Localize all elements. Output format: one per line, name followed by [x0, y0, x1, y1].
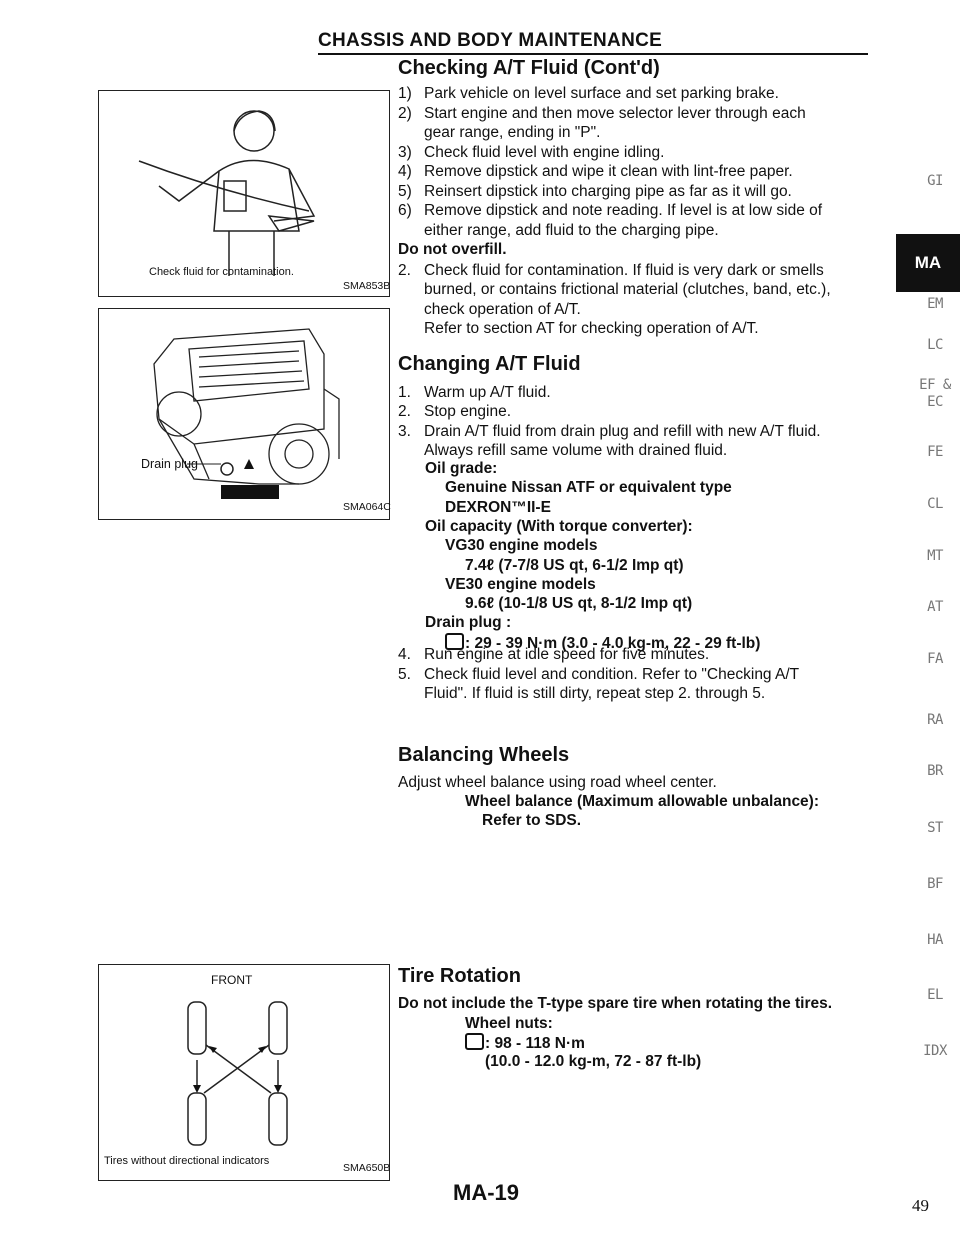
- balancing-spec-label: Wheel balance (Maximum allowable unbalance):: [465, 793, 820, 810]
- section-tab: MT: [927, 548, 943, 564]
- page-header-title: CHASSIS AND BODY MAINTENANCE: [318, 30, 663, 51]
- contamination-step-line: [398, 300, 581, 320]
- torque-wrench-icon: [465, 1033, 484, 1050]
- changing-after-step-line: [398, 684, 765, 704]
- contamination-step-text: burned, or contains frictional material (clutches, band, etc.),: [424, 281, 831, 299]
- section-tab: RA: [927, 712, 943, 728]
- section-tab: BR: [927, 763, 943, 779]
- checking-step-number: 4): [398, 163, 412, 180]
- figure-check-fluid-code: SMA853B: [343, 280, 391, 292]
- checking-step-text: Start engine and then move selector lever through each: [424, 104, 806, 122]
- contamination-step-line: [398, 280, 831, 300]
- rotation-warning: Do not include the T-type spare tire when rotating the tires.: [398, 995, 833, 1012]
- spec-line: [425, 459, 497, 479]
- figure-tire-rotation-code: SMA650B: [343, 1162, 391, 1174]
- wheel-nuts-label: Wheel nuts:: [465, 1015, 553, 1032]
- balancing-spec-value: Refer to SDS.: [482, 812, 582, 829]
- page-number: 49: [912, 1196, 929, 1215]
- section-tab: GI: [927, 173, 943, 189]
- changing-step-text: Warm up A/T fluid.: [424, 384, 551, 401]
- checking-step-text: either range, add fluid to the charging pipe.: [424, 221, 719, 239]
- changing-section-title: Changing A/T Fluid: [398, 353, 581, 375]
- spec-line: [445, 478, 732, 498]
- section-tab: CL: [927, 496, 943, 512]
- checking-step-number: 6): [398, 202, 412, 219]
- changing-step-line: [398, 441, 727, 461]
- checking-step-text: Park vehicle on level surface and set parking brake.: [424, 85, 779, 102]
- section-tab: EC: [927, 394, 943, 410]
- checking-step-line: [398, 162, 793, 182]
- figure-tire-rotation-caption: Tires without directional indicators: [104, 1155, 270, 1167]
- contamination-step-line: [398, 319, 759, 339]
- changing-after-step-number: 4.: [398, 646, 411, 663]
- spec-text: : 29 - 39 N·m (3.0 - 4.0 kg-m, 22 - 29 ft-lb): [465, 634, 761, 652]
- spec-text: Drain plug :: [425, 614, 512, 632]
- checking-step-text: Check fluid level with engine idling.: [424, 143, 665, 161]
- changing-step-text: Always refill same volume with drained fluid.: [424, 441, 728, 459]
- changing-step-line: [398, 383, 551, 403]
- balancing-body: Adjust wheel balance using road wheel center.: [398, 774, 717, 791]
- figure-check-fluid-caption: Check fluid for contamination.: [149, 266, 294, 278]
- changing-after-step-text: Fluid". If fluid is still dirty, repeat step 2. through 5.: [424, 685, 766, 702]
- section-tab: LC: [927, 337, 943, 353]
- checking-step-line: [398, 104, 806, 124]
- spec-line: [425, 613, 511, 633]
- spec-text: 9.6ℓ (10-1/8 US qt, 8-1/2 Imp qt): [465, 595, 693, 613]
- rotation-section-title: Tire Rotation: [398, 965, 521, 987]
- spec-line: [465, 556, 684, 576]
- spec-text: VG30 engine models: [445, 537, 598, 555]
- checking-step-line: [398, 123, 600, 143]
- checking-step-text: Reinsert dipstick into charging pipe as far as it will go.: [424, 182, 792, 200]
- drain-plug-label: Drain plug: [141, 457, 198, 471]
- spec-line: [445, 536, 597, 556]
- section-tab: HA: [927, 932, 943, 948]
- figure-check-fluid: [98, 90, 390, 297]
- changing-step-text: Stop engine.: [424, 403, 512, 421]
- section-tab: EL: [927, 987, 943, 1003]
- changing-after-step-text: Run engine at idle speed for five minutes.: [424, 646, 710, 663]
- checking-step-text: gear range, ending in "P".: [424, 124, 601, 141]
- section-tab: EM: [927, 296, 943, 312]
- overfill-warning: Do not overfill.: [398, 241, 507, 258]
- spec-text: Oil capacity (With torque converter):: [425, 517, 693, 535]
- changing-step-text: Drain A/T fluid from drain plug and refill with new A/T fluid.: [424, 422, 821, 440]
- changing-step-line: [398, 402, 511, 422]
- figure-drain-plug-code: SMA064C: [343, 501, 391, 513]
- checking-step-line: [398, 143, 664, 163]
- changing-step-number: 3.: [398, 422, 411, 440]
- section-tab: FE: [927, 444, 943, 460]
- section-tab: ST: [927, 820, 943, 836]
- checking-section-title: Checking A/T Fluid (Cont'd): [398, 57, 660, 79]
- changing-after-step-number: 5.: [398, 665, 411, 683]
- changing-after-step-line: [398, 665, 799, 685]
- spec-line: [445, 498, 551, 518]
- contamination-step-text: Check fluid for contamination. If fluid is very dark or smells: [424, 262, 824, 279]
- section-tab: BF: [927, 876, 943, 892]
- changing-after-step-text: Check fluid level and condition. Refer to "Checking A/T: [424, 665, 800, 683]
- spec-text: VE30 engine models: [445, 575, 596, 593]
- wheel-nuts-torque-alt: (10.0 - 12.0 kg-m, 72 - 87 ft-lb): [485, 1053, 702, 1070]
- section-tab: FA: [927, 651, 943, 667]
- front-label: FRONT: [211, 973, 253, 987]
- contamination-step-number: 2.: [398, 262, 411, 279]
- tire-rotation-diagram: [99, 965, 389, 1180]
- spec-text: 7.4ℓ (7-7/8 US qt, 6-1/2 Imp qt): [465, 556, 684, 574]
- section-tab: IDX: [923, 1043, 947, 1059]
- contamination-step-text: check operation of A/T.: [424, 300, 581, 318]
- spec-line: [425, 517, 693, 537]
- spec-line: [445, 575, 596, 595]
- changing-step-number: 1.: [398, 384, 411, 401]
- checking-step-line: [398, 182, 792, 202]
- balancing-section-title: Balancing Wheels: [398, 744, 570, 766]
- contamination-step-line: [398, 261, 824, 281]
- checking-step-number: 3): [398, 143, 412, 161]
- page-code: MA-19: [453, 1180, 520, 1205]
- wheel-nuts-torque: : 98 - 118 N·m: [465, 1033, 585, 1054]
- changing-after-step-line: [398, 645, 709, 665]
- header-rule: [318, 53, 868, 55]
- changing-step-number: 2.: [398, 403, 411, 421]
- checking-step-line: [398, 84, 779, 104]
- checking-step-number: 5): [398, 182, 412, 200]
- figure-tire-rotation: [98, 964, 390, 1181]
- spec-text: DEXRON™II-E: [445, 498, 551, 516]
- checking-step-text: Remove dipstick and note reading. If level is at low side of: [424, 202, 823, 219]
- checking-step-line: [398, 221, 719, 241]
- section-tab: AT: [927, 599, 943, 615]
- tab-active-ma: MA: [896, 234, 960, 292]
- transmission-illustration: [99, 309, 389, 519]
- checking-step-line: [398, 201, 822, 221]
- checking-step-text: Remove dipstick and wipe it clean with lint-free paper.: [424, 163, 793, 180]
- section-tab: EF &: [919, 377, 951, 393]
- spec-line: [465, 594, 692, 614]
- figure-drain-plug: [98, 308, 390, 520]
- changing-step-line: [398, 422, 821, 442]
- contamination-step-text: Refer to section AT for checking operation of A/T.: [424, 319, 759, 337]
- checking-step-number: 1): [398, 85, 412, 102]
- spec-text: Genuine Nissan ATF or equivalent type: [445, 479, 732, 497]
- checking-step-number: 2): [398, 104, 412, 122]
- spec-text: Oil grade:: [425, 460, 498, 477]
